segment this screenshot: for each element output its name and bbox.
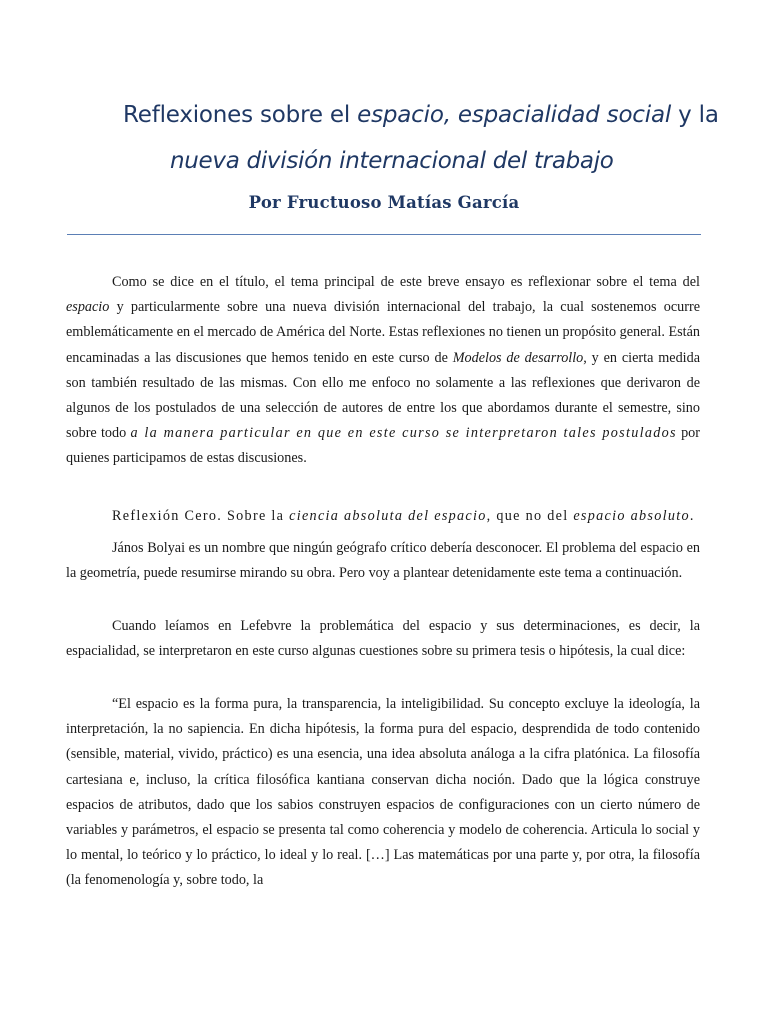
section-heading-block <box>66 504 700 529</box>
intro-text-1: Como se dice en el título, el tema principal de este breve ensayo es reflexionar sobre el tema del <box>112 274 700 290</box>
section-heading-text-2: , que no del <box>486 508 574 524</box>
lefebvre-paragraph-block <box>66 614 700 664</box>
intro-italic-1: espacio <box>66 299 110 316</box>
intro-text-2: y particularmente sobre una nueva división internacional del trabajo, la cual sostenemos ocurre emblemáticamente en el mercado de América del Norte. Estas reflexiones no tienen un propósito general. Están encaminadas a las discusiones que hemos tenido en este curso de <box>66 299 700 366</box>
section-heading-italic-2: espacio absoluto <box>573 508 690 524</box>
intro-italic-2: Modelos de desarrollo <box>452 349 584 366</box>
document-title-line1 <box>123 102 719 128</box>
intro-italic-3: a la manera particular en que en este curso se interpretaron tales postulados <box>130 425 677 442</box>
section-heading <box>66 504 700 529</box>
section-heading-text-1: Reflexión Cero. Sobre la <box>112 508 290 524</box>
quote-paragraph-block <box>66 692 700 894</box>
intro-paragraph-block <box>66 270 700 472</box>
lefebvre-paragraph: Cuando leíamos en Lefebvre la problemática del espacio y sus determinaciones, es decir, la espacialidad, se interpretaron en este curso algunas cuestiones sobre su primera tesis o hipótesis, la cual dice: <box>66 618 700 660</box>
section-heading-italic-1: ciencia absoluta del espacio <box>289 508 487 524</box>
bolyai-paragraph: János Bolyai es un nombre que ningún geógrafo crítico debería desconocer. El problema del espacio en la geometría, puede resumirse mirando su obra. Pero voy a plantear detenidamente este tema a continuación. <box>66 540 700 582</box>
title-part1: Reflexiones sobre el <box>123 102 358 128</box>
bolyai-paragraph-block <box>66 536 700 586</box>
intro-text-3: , y en cierta medida son también resultado de las mismas. Con ello me enfoco no solamente a las reflexiones que derivaron de algunos de los postulados de una selección de autores de entre los que abordamos durante el semestre, sino sobre todo <box>66 349 700 442</box>
section-heading-text-3: . <box>689 508 695 524</box>
title-divider <box>67 234 701 235</box>
intro-paragraph <box>66 270 700 472</box>
document-title-line2: nueva división internacional del trabajo <box>170 148 614 174</box>
title-part2-italic: espacio, espacialidad social <box>357 102 672 128</box>
title-part3: y la <box>671 102 719 128</box>
quote-paragraph: “El espacio es la forma pura, la transparencia, la inteligibilidad. Su concepto excluye la ideología, la interpretación, la no sapiencia. En dicha hipótesis, la forma pura del espacio, desprendida de todo contenido (sensible, material, vivido, práctico) es una esencia, una idea absoluta análoga a la cifra platónica. La filosofía cartesiana e, incluso, la crítica filosófica kantiana conservan dicha noción. Dado que la lógica construye espacios de atributos, dado que los sabios construyen espacios de configuraciones con un cierto número de variables y parámetros, el espacio se presenta tal como coherencia y modelo de coherencia. Articula lo social y lo mental, lo teórico y lo práctico, lo ideal y lo real. […] Las matemáticas por una parte y, por otra, la filosofía (la fenomenología y, sobre todo, la <box>66 696 700 889</box>
intro-text-4: por quienes participamos de estas discusiones. <box>66 425 700 467</box>
author-byline: Por Fructuoso Matías García <box>248 193 520 212</box>
